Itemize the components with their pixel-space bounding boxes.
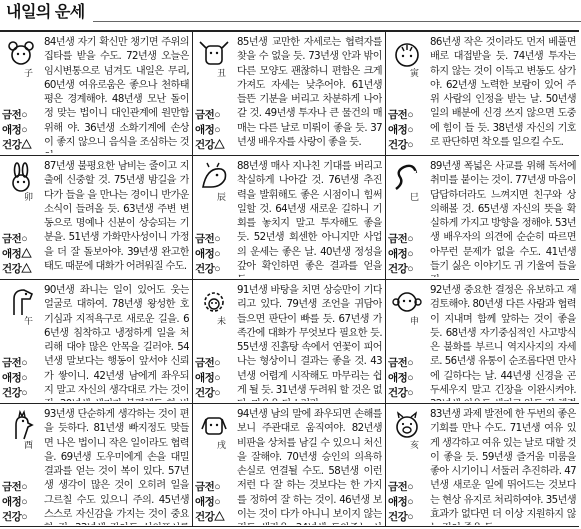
love-rating: 애정○	[195, 496, 221, 508]
health-rating: 건강○	[195, 263, 221, 275]
zodiac-character: 酉	[24, 441, 34, 451]
fortune-cell	[386, 280, 579, 404]
money-rating: 금전○	[2, 357, 28, 369]
fortune-text: 84년생 자기 확신만 챙기면 주위의 집타를 받을 수도. 72년생 오늘은 임시변통으로 넘겨도 내일은 무리, 60년생 여유로움은 좋으나 천하태평은 경계해야. 48년생 모난 돌이 정 맞는 법이니 대인관계에 원만함 위해 야. 36년생 소화기계에 손상이 좋지 않으니 음식을 조심하는 것	[44, 37, 189, 149]
luck-ratings	[195, 232, 220, 277]
luck-ratings	[2, 480, 27, 525]
money-rating: 금전○	[388, 357, 414, 369]
fortune-text: 89년생 폭넓은 사교를 위해 독서에 취미를 붙이는 것이. 77년생 마음이 답답하더라도 느껴지면 친구와 상의해볼 것. 65년생 자신의 뜻을 확실하게 가지고 방향을 정해야. 53년생 배우자의 의견에 순순히 따르면 아무런 문제가 없을 수도. 41년생 들기 싫은 이야기도 귀 기울여 들을	[430, 161, 576, 273]
love-rating: 애정○	[2, 496, 28, 508]
money-rating: 금전○	[195, 233, 221, 245]
money-rating: 금전○	[388, 481, 414, 493]
fortune-cell	[386, 404, 579, 527]
zodiac-side-panel	[386, 280, 430, 403]
money-rating: 금전○	[2, 109, 28, 121]
zodiac-character: 寅	[410, 69, 420, 79]
zodiac-character: 辰	[217, 193, 227, 203]
zodiac-side-panel	[386, 404, 430, 527]
page-title: 내일의 운세	[6, 4, 85, 21]
fortune-text: 87년생 불평요한 남비는 줄이고 지출에 신중할 것. 75년생 밤길을 가다가 들을 을 만나는 경이니 반가운 소식이 들려올 듯. 63년생 주변 변동으로 명예나 신분이 상승되는 기분을. 51년생 가화만사성이니 가정을 더 잘 돌보아야. 39년생 완고한 태도 때문에 대화가 어려워질 수도.	[44, 161, 189, 273]
fortune-cell	[0, 404, 193, 527]
zodiac-character: 卯	[24, 193, 34, 203]
fortune-cell	[193, 404, 386, 527]
luck-ratings	[2, 356, 27, 401]
zodiac-character: 戌	[217, 441, 227, 451]
love-rating: 애정○	[2, 372, 28, 384]
money-rating: 금전○	[388, 109, 414, 121]
love-rating: 애정○	[388, 372, 414, 384]
header	[0, 0, 581, 22]
health-rating: 건강○	[388, 511, 414, 523]
zodiac-side-panel	[193, 156, 237, 279]
zodiac-character: 巳	[410, 193, 420, 203]
fortune-text: 90년생 좌니는 일이 있어도 웃는 얼굴로 대하여. 78년생 왕성한 호기심과 지적욕구로 새로운 길을. 66년생 침착하고 냉정하게 일을 처리해 대야 많은 안목을 길러야. 54년생 말보다는 행동이 앞서야 신뢰가 쌓이니. 42년생 남에게 좌우되지 말고 자신의 생각대로 가는 것이	[44, 285, 189, 397]
health-rating: 건강△	[195, 139, 225, 151]
money-rating: 금전○	[195, 357, 221, 369]
zodiac-side-panel	[0, 404, 44, 527]
zodiac-character: 丑	[217, 69, 227, 79]
fortune-text: 83년생 과제 발전에 한 두번의 좋은 기회를 만나 수도. 71년생 여유 있게 생각하고 여유 있는 날로 대할 것이 좋을 듯. 59년생 즐거움 미룸을 좋아 시기이니 서둘러 추진하라. 47년생 새로운 일에 뛰어드는 것보다는 현상 유지로 처리하여야. 35년생 효과가 없다면 더 이상 지원하지 않	[430, 409, 576, 521]
love-rating: 애정○	[195, 372, 221, 384]
love-rating: 애정○	[388, 124, 414, 136]
zodiac-side-panel	[0, 280, 44, 403]
love-rating: 애정○	[195, 124, 221, 136]
health-rating: 건강△	[195, 511, 225, 523]
fortune-text: 85년생 교만한 자세로는 협력자를 찾을 수 없을 듯. 73년생 안과 밖이 다른 모양도 괜찮하니 편함은 크게 가져도 자세는 낮추어야. 61년생 들뜬 기분을 버리고 차분하게 나아갈 것. 49년생 투자나 큰 물건의 매매는 다른 날로 미뤄이 좋을 듯. 37년생 배우자를 사랑이 좋을 듯.	[237, 37, 382, 149]
luck-ratings	[2, 108, 31, 153]
zodiac-side-panel	[193, 404, 237, 527]
luck-ratings	[195, 356, 220, 401]
fortune-text: 86년생 작은 것이라도 먼저 베풀면 배로 대접받을 듯. 74년생 투자는 하지 않는 것이 이득고 변동도 삼가야. 62년생 노력한 보람이 있어 주위 사람의 인정을 받는 날. 50년생 일의 배분에 신경 쓰지 않으면 도중에 힘이 들 듯. 38년생 자신의 기호로 판단하면 착오를 일으킬 수도.	[430, 37, 576, 149]
fortune-cell	[0, 32, 193, 156]
health-rating: 건강△	[2, 139, 32, 151]
luck-ratings	[2, 232, 31, 277]
fortune-text: 91년생 바탕을 치면 상승만이 기다리고 있다. 79년생 조언을 귀담아들으면 판단이 빠를 듯. 67년생 가족간에 대화가 무엇보다 필요한 듯. 55년생 진흙탕 속에서 연꽃이 피어나는 형상이니 결과는 좋을 것. 43년생 어렵게 시작해도 마무리는 쉽게 될 듯. 31년생 두려워 할 것은 없	[237, 285, 382, 397]
fortune-text: 88년생 매사 지나친 기대를 버리고 착실하게 나아갈 것. 76년생 추진력을 발휘해도 좋은 시점이니 힘써 일할 것. 64년생 새로운 길하니 기회를 놓치지 말고 투자해도 좋을 듯. 52년생 회센한 아니지만 사업의 운세는 좋은 날. 40년생 정성을 갚아 확인하면 좋은 결과를 얻을	[237, 161, 382, 273]
luck-ratings	[388, 108, 413, 153]
zodiac-character: 申	[410, 317, 420, 327]
fortune-text: 94년생 남의 말에 좌우되면 손해를 보니 주관대로 움직여야. 82년생 비판을 상처를 남길 수 있으니 처신을 잘해야. 70년생 승인의 의욕하 손실로 연결될 수도. 58년생 이런 저런 다 잘 하는 것보다는 한 가지를 정하여 잘 하는 것이. 46년생 보이는 것이 다가 아니니 보이지 않는	[237, 409, 382, 521]
zodiac-character: 亥	[410, 441, 420, 451]
health-rating: 건강○	[388, 139, 414, 151]
love-rating: 애정△	[2, 248, 32, 260]
luck-ratings	[388, 480, 413, 525]
zodiac-side-panel	[386, 156, 430, 279]
luck-ratings	[388, 232, 413, 277]
zodiac-side-panel	[0, 32, 44, 155]
luck-ratings	[388, 356, 413, 401]
love-rating: 애정○	[388, 248, 414, 260]
money-rating: 금전○	[2, 233, 28, 245]
love-rating: 애정○	[388, 496, 414, 508]
zodiac-character: 子	[24, 69, 34, 79]
zodiac-side-panel	[0, 156, 44, 279]
health-rating: 건강○	[2, 387, 28, 399]
health-rating: 건강○	[195, 387, 221, 399]
zodiac-character: 午	[24, 317, 34, 327]
zodiac-grid	[0, 30, 579, 527]
fortune-cell	[193, 156, 386, 280]
fortune-cell	[193, 280, 386, 404]
luck-ratings	[195, 108, 224, 153]
money-rating: 금전○	[388, 233, 414, 245]
fortune-text: 93년생 단순하게 생각하는 것이 편을 듯하다. 81년생 빠지정도 맞들면 나은 법이니 작은 일이라도 협력을. 69년생 도우미에게 손을 대밀 결과를 얻는 것이 복이 있다. 57년생 생각이 많은 것이 오히려 일을 그르칠 수도 있으니 주의. 45년생 스스로 자신감을 가지는 것이 중요	[44, 409, 189, 521]
fortune-cell	[0, 280, 193, 404]
money-rating: 금전○	[195, 481, 221, 493]
health-rating: 건강○	[2, 511, 28, 523]
title-rule	[93, 3, 581, 22]
love-rating: 애정○	[195, 248, 221, 260]
fortune-cell	[0, 156, 193, 280]
money-rating: 금전○	[2, 481, 28, 493]
zodiac-side-panel	[386, 32, 430, 155]
zodiac-side-panel	[193, 280, 237, 403]
money-rating: 금전○	[195, 109, 221, 121]
health-rating: 건강○	[388, 387, 414, 399]
fortune-text: 92년생 중요한 결정은 유보하고 재검토해야. 80년생 다른 사람과 협력이 지내며 함께 앞하는 것이 좋을 듯. 68년생 자기중심적인 사고방식은 불화를 부르니 역지사지의 자세로. 56년생 유통이 순조롭다면 만사에 길하다는 날. 44년생 신경을 곤두세우지 말고 긴장을 이완시켜야.	[430, 285, 576, 397]
fortune-cell	[386, 156, 579, 280]
health-rating: 건강○	[388, 263, 414, 275]
fortune-cell	[386, 32, 579, 156]
luck-ratings	[195, 480, 224, 525]
health-rating: 건강△	[2, 263, 32, 275]
love-rating: 애정○	[2, 124, 28, 136]
zodiac-character: 未	[217, 317, 227, 327]
zodiac-side-panel	[193, 32, 237, 155]
fortune-cell	[193, 32, 386, 156]
